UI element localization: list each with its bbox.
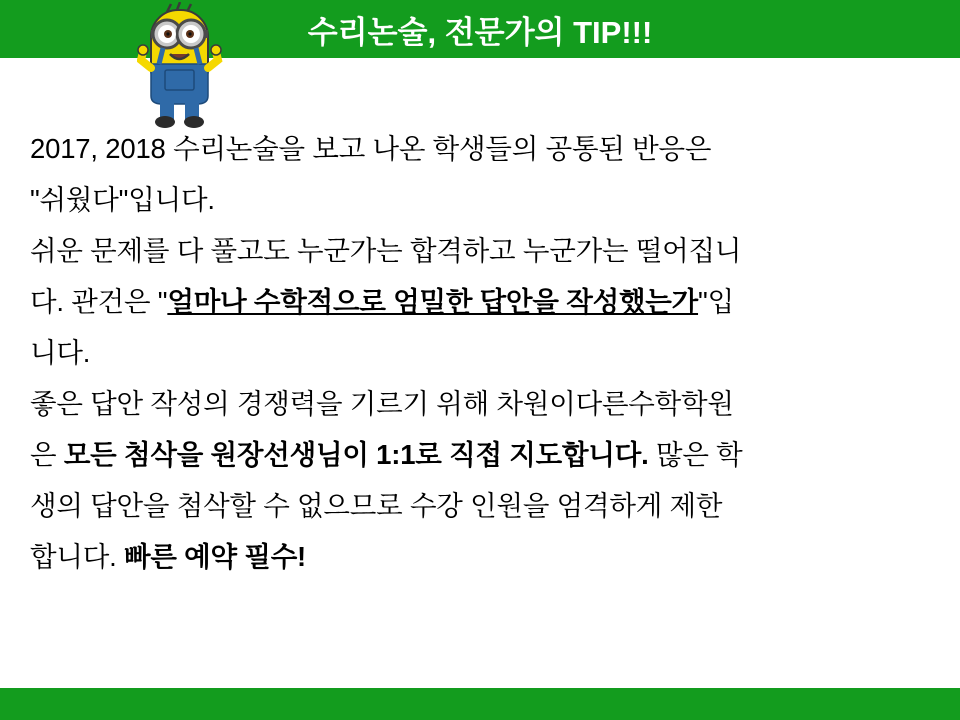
- emphasis-underlined: 얼마나 수학적으로 엄밀한 답안을 작성했는가: [167, 286, 699, 317]
- text-segment: 은: [30, 439, 64, 470]
- text-segment: 생의 답안을 첨삭할 수 없으므로 수강 인원을 엄격하게 제한: [30, 490, 723, 521]
- text-line: [30, 276, 935, 327]
- page-title: 수리논술, 전문가의 TIP!!!: [307, 14, 653, 50]
- text-line: [30, 378, 935, 429]
- text-line: [30, 123, 935, 174]
- minion-character-icon: [137, 2, 223, 128]
- text-line: [30, 225, 935, 276]
- text-segment: 합니다.: [30, 541, 124, 572]
- emphasis-bold: 모든 첨삭을 원장선생님이 1:1로 직접 지도합니다.: [63, 439, 649, 470]
- text-segment: "입: [698, 286, 734, 317]
- body-text: [30, 123, 935, 582]
- emphasis-bold: 빠른 예약 필수!: [123, 541, 307, 572]
- text-line: [30, 531, 935, 582]
- text-segment: 다. 관건은 ": [30, 286, 168, 317]
- text-segment: 쉬운 문제를 다 풀고도 누군가는 합격하고 누군가는 떨어집니: [30, 235, 742, 266]
- text-line: [30, 429, 935, 480]
- text-segment: 좋은 답안 작성의 경쟁력을 기르기 위해 차원이다른수학학원: [30, 388, 734, 419]
- text-line: [30, 327, 935, 378]
- text-line: [30, 174, 935, 225]
- text-segment: 많은 학: [648, 439, 743, 470]
- text-segment: 2017, 2018 수리논술을 보고 나온 학생들의 공통된 반응은: [30, 133, 712, 164]
- text-segment: "쉬웠다"입니다.: [30, 184, 215, 215]
- text-segment: 니다.: [30, 337, 91, 368]
- text-line: [30, 480, 935, 531]
- footer-bar: [0, 688, 960, 720]
